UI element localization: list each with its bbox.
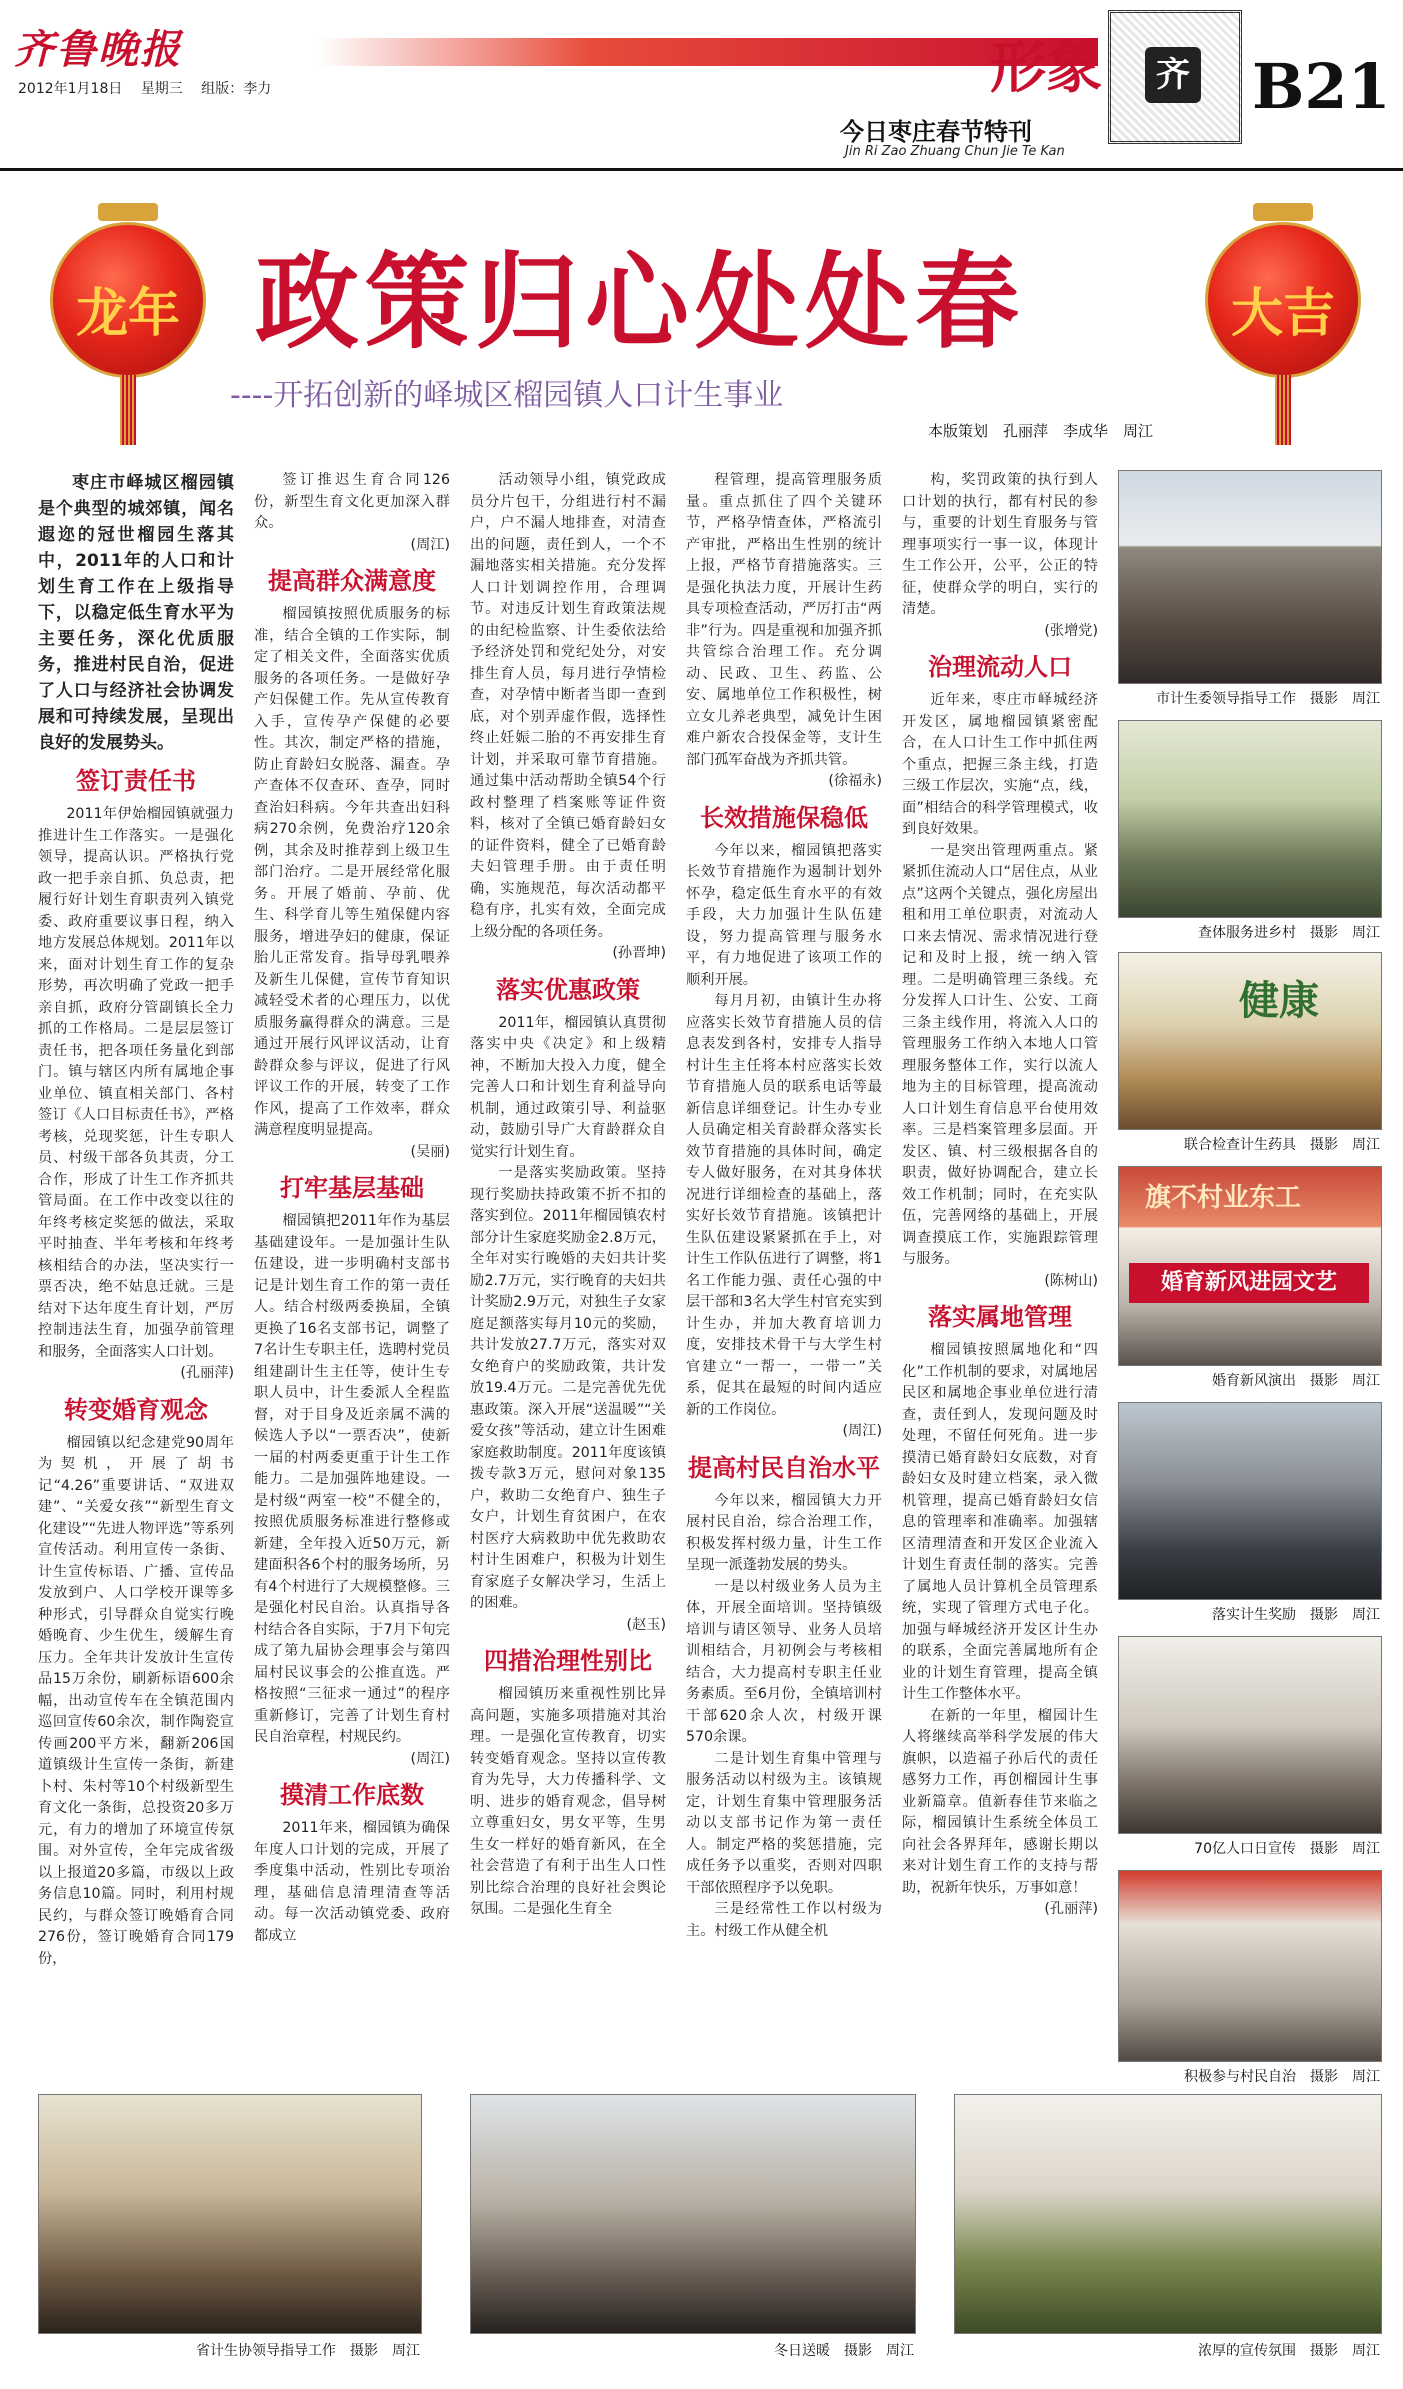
issue-date: 2012年1月18日 [18, 81, 123, 97]
section-heading-baseline: 摸清工作底数 [280, 1781, 424, 1809]
subheadline: ----开拓创新的峄城区榴园镇人口计生事业 [230, 378, 784, 413]
paragraph: 签订推迟生育合同126份，新型生育文化更加深入群众。 [254, 472, 450, 531]
seal-icon [1108, 10, 1242, 144]
banner-text: 婚育新风进园文艺 [1129, 1263, 1369, 1303]
article-column-2 [254, 470, 450, 2070]
section-heading-territorial: 落实属地管理 [928, 1303, 1072, 1331]
lantern-left-text: 龙年 [75, 283, 180, 344]
headline: 政策归心处处春 [255, 241, 1026, 363]
section-title: 形象 [990, 35, 1102, 101]
photo-caption: 落实计生奖励 摄影 周江 [1212, 1607, 1380, 1623]
banner-text: 旗不村业东工 [1145, 1183, 1302, 1213]
photo-caption: 市计生委领导指导工作 摄影 周江 [1156, 691, 1380, 707]
paragraph: 2011年来，榴园镇为确保年度人口计划的完成，开展了季度集中活动，性别比专项治理，基础信息清理清查等活动。每一次活动镇党委、政府都成立 [254, 1820, 450, 1944]
photo-caption: 联合检查计生药具 摄影 周江 [1184, 1137, 1380, 1153]
paragraph: 一是以村级业务人员为主体，开展全面培训。坚持镇级培训与请区领导、业务人员培训相结合，月初例会与考核相结合，大力提高村专职主任业务素质。至6月份，全镇培训村干部620余人次，村级开课570余课。 [686, 1578, 882, 1745]
author-signature: (孔丽萍) [180, 1365, 234, 1381]
author-signature: (吴丽) [410, 1143, 450, 1160]
paragraph: 2011年伊始榴园镇就强力推进计生工作落实。一是强化领导，提高认识。严格执行党政一把手亲自抓、负总责，把履行好计划生育职责列入镇党委、政府重要议事日程，纳入地方发展总体规划。2011年以来，面对计划生育工作的复杂形势，再次明确了党政一把手亲自抓，政府分管副镇长全力抓的工作格局。二是层层签订责任书，把各项任务量化到部门。镇与辖区内所有属地企事业单位、镇直相关部门、各村签订《人口目标责任书》，严格考核，兑现奖惩，计生专职人员、村级干部各负其责，分工合作，形成了计生工作齐抓共管局面。在工作中改变以往的年终考核定奖惩的做法，采取平时抽查、半年考核和年终考核相结合的办法，坚决实行一票否决，绝不姑息迁就。三是结对下达年度生育计划，严厉控制违法生育，加强孕前管理和服务，全面落实人口计划。 [38, 806, 234, 1360]
article-column-1 [38, 470, 234, 2070]
section-heading-village-autonomy: 提高村民自治水平 [688, 1453, 880, 1482]
section-heading-grassroots: 打牢基层基础 [280, 1174, 424, 1202]
photo-winter-warmth [470, 2094, 916, 2334]
paragraph: 榴园镇把2011年作为基层基础建设年。一是加强计生队伍建设，进一步明确村支部书记是计划生育工作的第一责任人。结合村级两委换届，全镇更换了16名支部书记，调整了7名计生专职主任，选聘村党员组建副计生主任等，使计生专职人员中，计生委派人全程监督，对于目身及近亲属不满的候选人予以“一票否决”，使新一届的村两委更重于计生工作能力。二是加强阵地建设。一是村级“两室一校”不健全的，按照优质服务标准进行整修或新建，全年投入近50万元，新建面积各6个村的服务场所，另有4个村进行了大规模整修。三是强化村民自治。认真指导各村结合各自实际，于7月下旬完成了第九届协会理事会与第四届村民议事会的公推直选。严格按照“三征求一通过”的程序重新修订，完善了计划生育村民自治章程，村规民约。 [254, 1213, 450, 1745]
photo-publicity-atmosphere [954, 2094, 1382, 2334]
author-signature: (孙晋坤) [612, 945, 666, 961]
byline: 本版策划 孔丽萍 李成华 周江 [928, 422, 1154, 440]
paragraph: 程管理，提高管理服务质量。重点抓住了四个关键环节，严格孕情查体，严格流引产审批，严格出生性别的统计上报，严格节育措施落实。三是强化执法力度，开展计生药具专项检查活动，严厉打击“两非”行为。四是重视和加强齐抓共管综合治理工作。充分调动、民政、卫生、药监、公安、属地单位工作积极性，树立女儿养老典型，减免计生困难户新农合投保金等，支计生部门孤军奋战为齐抓共管。 [686, 472, 882, 768]
lantern-tassel [1275, 375, 1291, 445]
author-signature: (周江) [842, 1423, 882, 1439]
photo-caption: 省计生协领导指导工作 摄影 周江 [196, 2343, 420, 2359]
article-column-3 [470, 470, 666, 2070]
paragraph: 榴园镇按照属地化和“四化”工作机制的要求，对属地居民区和属地企事业单位进行清查，责任到人，发现问题及时处理，不留任何死角。进一步摸清已婚育龄妇女底数，对育龄妇女及时建立档案，录入微机管理，提高已婚育龄妇女信息的管理率和准确率。加强辖区清理清查和开发区企业流入计划生育责任制的落实。完善了属地人员计算机全员管理系统，实现了管理方式电子化。加强与峄城经济开发区计生办的联系，全面完善属地所有企业的计划生育管理，提高全镇计生工作整体水平。 [902, 1342, 1098, 1702]
author-signature: (周江) [410, 536, 450, 553]
author-signature: (陈树山) [1044, 1272, 1098, 1289]
section-heading-concept: 转变婚育观念 [64, 1395, 208, 1424]
paragraph: 构，奖罚政策的执行到人口计划的执行，都有村民的参与，重要的计划生育服务与管理事项实行一事一议，体现计生工作公开，公平，公正的特征，使群众学的明白，实行的清楚。 [902, 472, 1098, 617]
section-heading-policy: 落实优惠政策 [496, 975, 640, 1004]
paragraph: 活动领导小组，镇党政成员分片包干，分组进行村不漏户，户不漏人地排查，对清查出的问题，责任到人，一个不漏地落实相关措施。充分发挥人口计划调控作用，合理调节。对违反计划生育政策法规的由纪检监察、计生委依法给予经济处罚和党纪处分，对安排生育人员，每月进行孕情检查，对孕情中断者当即一查到底，对个别弄虚作假，选择性终止妊娠二胎的不再安排生育计划，并采取可靠节育措施。通过集中活动帮助全镇54个行政村整理了档案账等证件资料，核对了全镇已婚育龄妇女的证件资料，健全了已婚育龄夫妇管理手册。由于责任明确，实施规范，每次活动都平稳有序，扎实有效，全面完成上级分配的各项任务。 [470, 472, 666, 940]
paragraph: 今年以来，榴园镇大力开展村民自治，综合治理工作，积极发挥村级力量，计生工作呈现一派蓬勃发展的势头。 [686, 1492, 882, 1573]
header-rule [0, 168, 1403, 171]
author-signature: (孔丽萍) [1044, 1901, 1098, 1917]
lantern-right-text: 大吉 [1230, 283, 1335, 344]
photo-caption: 70亿人口日宣传 摄影 周江 [1194, 1841, 1380, 1857]
author-signature: (张增党) [1044, 622, 1098, 639]
lantern-left-icon [50, 222, 206, 378]
special-edition-title: 今日枣庄春节特刊 [840, 118, 1032, 146]
section-heading-sex-ratio: 四措治理性别比 [484, 1647, 652, 1675]
paragraph: 在新的一年里，榴园计生人将继续高举科学发展的伟大旗帜，以造福子孙后代的责任感努力工作，再创榴园计生事业新篇章。值新春佳节来临之际，榴园镇计生系统全体员工向社会各界拜年，感谢长期以来对计划生育工作的支持与帮助，祝新年快乐，万事如意！ [902, 1707, 1098, 1896]
lead-paragraph: 枣庄市峄城区榴园镇是个典型的城郊镇，闻名遐迩的冠世榴园生落其中，2011年的人口和计划生育工作在上级指导下，以稳定低生育水平为主要任务，深化优质服务，推进村民自治，促进了人口与经济社会协调发展和可持续发展，呈现出良好的发展势头。 [38, 473, 234, 753]
special-edition-pinyin: Jin Ri Zao Zhuang Chun Jie Te Kan [845, 144, 1065, 159]
page-number: B21 [1252, 50, 1391, 123]
photo-joint-inspection [1118, 952, 1382, 1130]
dateline [18, 78, 271, 98]
seal-glyph: 齐 [1145, 47, 1201, 103]
paragraph: 二是计划生育集中管理与服务活动以村级为主。该镇规定，计划生育集中管理服务活动以支部书记作为第一责任人。制定严格的奖惩措施，完成任务予以重奖，否则对四职干部依照程序予以免职。 [686, 1750, 882, 1896]
lantern-tassel [120, 375, 136, 445]
author-signature: (赵玉) [626, 1616, 666, 1633]
article-column-5 [902, 470, 1098, 2070]
section-heading-satisfaction: 提高群众满意度 [268, 567, 436, 595]
paragraph: 一是落实奖励政策。坚持现行奖励扶持政策不折不扣的落实到位。2011年榴园镇农村部分计生家庭奖励金2.8万元，全年对实行晚婚的夫妇共计奖励2.7万元，实行晚育的夫妇共计奖励2.9万元，对独生子女家庭足额落实每月10元的奖励，共计发放27.7万元，落实对双女绝育户的奖励政策，共计发放19.4万元。二是完善优先优惠政策。深入开展“送温暖”“关爱女孩”等活动，建立计生困难家庭救助制度。2011年度该镇拨专款3万元，慰问对象135户，救助二女绝育户、独生子女户，计划生育贫困户，在农村医疗大病救助中优先救助农村计生困难户，积极为计划生育家庭子女解决学习，生活上的困难。 [470, 1165, 666, 1611]
photo-leader-guidance [1118, 470, 1382, 684]
lantern-right-icon [1205, 222, 1361, 378]
photo-checkup-service [1118, 720, 1382, 918]
section-heading-floating-population: 治理流动人口 [928, 653, 1072, 681]
paragraph: 今年以来，榴园镇把落实长效节育措施作为遏制计划外怀孕，稳定低生育水平的有效手段，大力加强计生队伍建设，努力提高管理与服务水平，有力地促进了该项工作的顺利开展。 [686, 842, 882, 988]
paragraph: 三是经常性工作以村级为主。村级工作从健全机 [686, 1901, 882, 1939]
header-red-band [318, 38, 1098, 66]
author-signature: (周江) [410, 1750, 450, 1767]
paragraph: 榴园镇历来重视性别比异高问题，实施多项措施对其治理。一是强化宣传教育，切实转变婚育观念。坚持以宣传教育为先导，大力传播科学、文明、进步的婚育观念，倡导树立尊重妇女，男女平等，生男生女一样好的婚育新风，在全社会营造了有利于出生人口性别比综合治理的良好社会舆论氛围。二是强化生育全 [470, 1686, 666, 1917]
section-heading-responsibility: 签订责任书 [76, 767, 196, 795]
photo-caption: 冬日送暖 摄影 周江 [774, 2343, 914, 2359]
paragraph: 近年来，枣庄市峄城经济开发区，属地榴园镇紧密配合，在人口计生工作中抓住两个重点，把握三条主线，打造三级工作层次，实施“点，线，面”相结合的科学管理模式，收到良好效果。 [902, 692, 1098, 837]
photo-caption: 积极参与村民自治 摄影 周江 [1184, 2069, 1380, 2085]
photo-caption: 查体服务进乡村 摄影 周江 [1198, 925, 1380, 941]
layout-editor: 组版：李力 [201, 81, 272, 97]
newspaper-logo: 齐鲁晚报 [14, 26, 182, 73]
photo-wedding-performance [1118, 1166, 1382, 1366]
lantern-cap [1253, 203, 1313, 221]
paragraph: 2011年，榴园镇认真贯彻落实中央《决定》和上级精神，不断加大投入力度，健全完善人口和计划生育利益导向机制，通过政策引导、利益驱动，鼓励引导广大育龄群众自觉实行计划生育。 [470, 1014, 666, 1160]
photo-caption: 婚育新风演出 摄影 周江 [1212, 1373, 1380, 1389]
paragraph: 榴园镇按照优质服务的标准，结合全镇的工作实际，制定了相关文件，全面落实优质服务的各项任务。一是做好孕产妇保健工作。先从宣传教育入手，宣传孕产保健的必要性。其次，制定严格的措施，防止育龄妇女脱落、漏查。孕产查体不仅查环、查孕，同时查治妇科病。今年共查出妇科病270余例，免费治疗120余例，其余及时推荐到上级卫生部门治疗。二是开展经常化服务。开展了婚前、孕前、优生、科学育儿等生殖保健内容服务，增进孕妇的健康，保证胎儿正常发育。指导母乳喂养及新生儿保健，宣传节育知识减轻受术者的心理压力，以优质服务赢得群众的满意。三是通过开展行风评议活动，让育龄群众参与评议，促进了行风评议工作的开展，转变了工作作风，提高了工作效率，群众满意程度明显提高。 [254, 606, 450, 1138]
section-heading-long-term: 长效措施保稳低 [700, 803, 868, 832]
photo-provincial-guidance [38, 2094, 422, 2334]
article-column-4 [686, 470, 882, 2070]
banner-text: 健康 [1239, 978, 1319, 1024]
lantern-cap [98, 203, 158, 221]
paragraph: 榴园镇以纪念建党90周年为契机，开展了胡书记“4.26”重要讲话、“双进双建”、“关爱女孩”“新型生育文化建设”“先进人物评选”等系列宣传活动。利用宣传一条街、计生宣传标语、广播、宣传品发放到户、人口学校开课等多种形式，引导群众自觉实行晚婚晚育、少生优生，缓解生育压力。全年共计发放计生宣传品15万余份，刷新标语600余幅，出动宣传车在全镇范围内巡回宣传60余次，制作陶瓷宣传画200平方米，翻新206国道镇级计生宣传一条街，新建卜村、朱村等10个村级新型生育文化一条街，总投资20多万元，有力的增加了环境宣传氛围。对外宣传，全年完成省级以上报道20多篇，市级以上政务信息10篇。同时，利用村规民约，与群众签订晚婚育合同276份，签订晚婚育合同179份， [38, 1434, 234, 1967]
author-signature: (徐福永) [828, 773, 882, 789]
photo-village-autonomy [1118, 1870, 1382, 2062]
issue-weekday: 星期三 [140, 81, 183, 97]
photo-reward [1118, 1402, 1382, 1600]
paragraph: 一是突出管理两重点。紧紧抓住流动人口“居住点，从业点”这两个关键点，强化房屋出租和用工单位职责，对流动人口来去情况、需求情况进行登记和及时上报，统一纳入管理。二是明确管理三条线。充分发挥人口计生、公安、工商三条主线作用，将流入人口的管理服务工作纳入本地人口管理服务整体工作，实行以流人地为主的目标管理，提高流动人口计划生育信息平台使用效率。三是档案管理多层面。开发区、镇、村三级根据各自的职责，做好协调配合，建立长效工作机制；同时，在充实队伍，完善网络的基础上，开展调查摸底工作，实施跟踪管理与服务。 [902, 842, 1098, 1267]
photo-caption: 浓厚的宣传氛围 摄影 周江 [1198, 2343, 1380, 2359]
photo-population-day [1118, 1636, 1382, 1834]
paragraph: 每月月初，由镇计生办将应落实长效节育措施人员的信息表发到各村，安排专人指导村计生主任将本村应落实长效节育措施人员的联系电话等最新信息详细登记。计生办专业人员确定相关育龄群众落实长效节育措施的具体时间，确定专人做好服务，在对其身体状况进行详细检查的基础上，落实好长效节育措施。该镇把计生队伍建设紧紧抓在手上，对计生工作队伍进行了调整，将1名工作能力强、责任心强的中层干部和3名大学生村官充实到计生办，并加大教育培训力度，安排技术骨干与大学生村官建立“一帮一，一带一”关系，促其在最短的时间内适应新的工作岗位。 [686, 993, 882, 1418]
